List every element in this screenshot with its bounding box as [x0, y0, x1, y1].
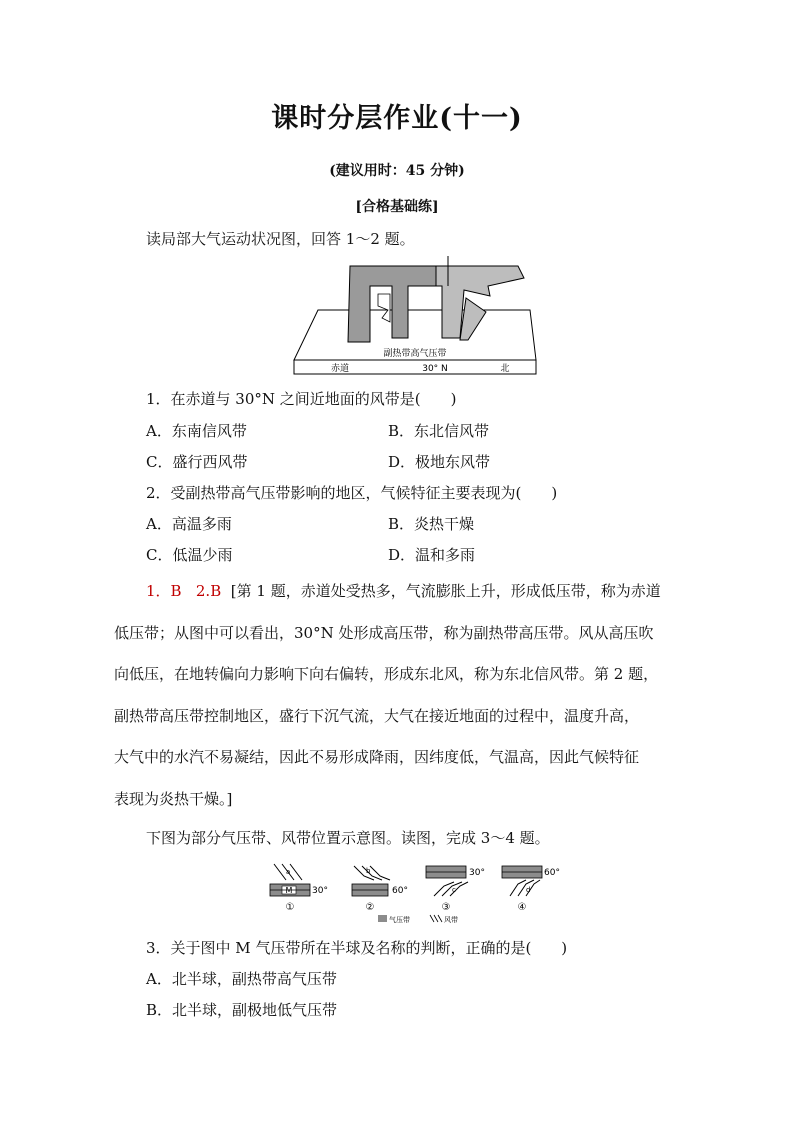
fig2-label-c: c: [452, 886, 456, 894]
q1-option-c: C．盛行西风带: [146, 453, 248, 471]
legend-belt-swatch: [378, 915, 387, 922]
answer-2: 2.B: [195, 582, 222, 600]
fig2-num-2: ②: [365, 902, 375, 913]
intro-q1-2: 读局部大气运动状况图，回答 1～2 题。: [146, 230, 415, 248]
answer-1: 1．B: [146, 582, 182, 600]
fig2-label-a: a: [286, 868, 291, 876]
fig2-lat-30b: 30°: [469, 868, 485, 878]
fig2-label-b: b: [366, 867, 371, 875]
q3-option-a: A．北半球，副热带高气压带: [146, 970, 337, 988]
explanation-line: 低压带；从图中可以看出，30°N 处形成高压带，称为副热带高压带。风从高压吹: [114, 624, 654, 642]
explanation-line: 向低压，在地转偏向力影响下向右偏转，形成东北风，称为东北信风带。第 2 题，: [114, 665, 659, 683]
q2-option-a: A．高温多雨: [146, 515, 232, 533]
fig2-lat-60b: 60°: [544, 868, 560, 878]
fig1-lat-label: 30° N: [422, 364, 448, 374]
q3-option-b: B．北半球，副极地低气压带: [146, 1001, 338, 1019]
q1-option-d: D．极地东风带: [388, 453, 491, 471]
legend-wind-label: 风带: [444, 916, 458, 924]
fig2-m-label: M: [285, 886, 293, 895]
fig2-lat-60: 60°: [392, 886, 408, 896]
fig2-num-4: ④: [517, 902, 527, 913]
fig2-num-1: ①: [285, 902, 295, 913]
explanation-line: 副热带高压带控制地区，盛行下沉气流，大气在接近地面的过程中，温度升高，: [114, 707, 640, 725]
q1-option-a: A．东南信风带: [146, 422, 247, 440]
legend-belt-label: 气压带: [389, 916, 410, 924]
fig2-label-d: d: [526, 886, 531, 894]
pressure-wind-belt-figure: [262, 860, 572, 926]
q2-option-d: D．温和多雨: [388, 546, 476, 564]
explanation-line: 表现为炎热干燥。]: [114, 790, 233, 808]
legend-wind-swatch: [430, 915, 442, 922]
explanation-line: 大气中的水汽不易凝结，因此不易形成降雨，因纬度低，气温高，因此气候特征: [114, 748, 640, 766]
fig2-lat-30: 30°: [312, 886, 328, 896]
section-label: [合格基础练]: [355, 199, 439, 215]
intro-q3-4: 下图为部分气压带、风带位置示意图。读图，完成 3～4 题。: [146, 829, 550, 847]
q3-stem: 3．关于图中 M 气压带所在半球及名称的判断，正确的是( ): [146, 939, 568, 957]
q2-option-b: B．炎热干燥: [388, 515, 475, 533]
q1-stem: 1．在赤道与 30°N 之间近地面的风带是( ): [146, 390, 457, 408]
atmosphere-circulation-figure: [290, 256, 540, 378]
fig1-belt-label: 副热带高气压带: [383, 349, 447, 359]
time-note: (建议用时：45 分钟): [329, 163, 465, 179]
q1-option-b: B．东北信风带: [388, 422, 490, 440]
q2-stem: 2．受副热带高气压带影响的地区，气候特征主要表现为( ): [146, 484, 558, 502]
fig1-north-label: 北: [500, 364, 510, 374]
fig2-num-3: ③: [441, 902, 451, 913]
explanation-line: [第 1 题，赤道处受热多，气流膨胀上升，形成低压带，称为赤道: [230, 582, 661, 600]
q2-option-c: C．低温少雨: [146, 546, 233, 564]
page-title: 课时分层作业(十一): [271, 103, 523, 134]
fig1-equator-label: 赤道: [330, 364, 350, 374]
answer-line-1: [146, 580, 661, 601]
